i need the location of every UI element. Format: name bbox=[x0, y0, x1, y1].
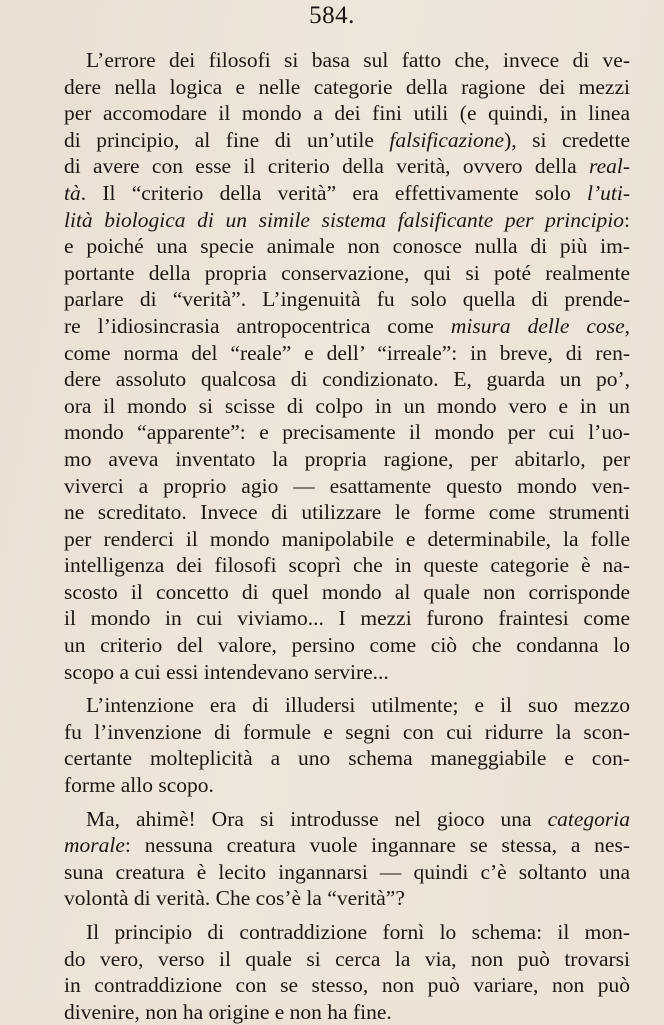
text-line bbox=[64, 233, 630, 260]
text-run: ora il mondo si scisse di colpo in un mondo vero e in un bbox=[64, 393, 630, 418]
text-run: un criterio del valore, persino come ciò che condanna lo bbox=[64, 633, 630, 658]
text-line bbox=[64, 340, 630, 367]
text-run: in contraddizione con se stesso, non può variare, non può bbox=[64, 973, 630, 998]
text-run: portante della propria conservazione, qui si poté realmente bbox=[64, 260, 630, 285]
italic-run: morale bbox=[64, 833, 125, 858]
text-line bbox=[64, 180, 630, 207]
text-line bbox=[64, 552, 630, 579]
text-run: mondo “apparente”: e precisamente il mondo per cui l’uo- bbox=[64, 420, 630, 445]
text-run: certante molteplicità a uno schema maneggiabile e con- bbox=[64, 746, 630, 771]
text-line bbox=[64, 806, 630, 833]
text-line bbox=[64, 919, 630, 946]
text-run: scosto il concetto di quel mondo al quale non corrisponde bbox=[64, 579, 630, 604]
text-run: ne screditato. Invece di utilizzare le forme come strumenti bbox=[64, 500, 630, 525]
text-line bbox=[64, 859, 630, 886]
text-run: viverci a proprio agio — esattamente questo mondo ven- bbox=[64, 473, 630, 498]
text-run: Ma, ahimè! Ora si introdusse nel gioco una bbox=[86, 806, 548, 831]
italic-run: real- bbox=[589, 154, 630, 179]
text-line bbox=[64, 260, 630, 287]
text-run: intelligenza dei filosofi scoprì che in queste categorie è na- bbox=[64, 553, 630, 578]
text-line bbox=[64, 999, 630, 1025]
text-run: : bbox=[624, 207, 630, 232]
text-run: Il principio di contraddizione fornì lo schema: il mon- bbox=[86, 920, 630, 944]
text-run: scopo a cui essi intendevano servire... bbox=[64, 659, 389, 684]
text-run: dere nella logica e nelle categorie della ragione dei mezzi bbox=[64, 74, 630, 99]
paragraph-gap bbox=[64, 799, 630, 806]
text-line bbox=[64, 313, 630, 340]
italic-run: misura delle cose bbox=[450, 313, 625, 338]
text-line bbox=[64, 127, 630, 154]
text-run: , bbox=[624, 313, 630, 338]
text-line bbox=[64, 972, 630, 999]
text-run: forme allo scopo. bbox=[64, 773, 214, 798]
text-line bbox=[64, 946, 630, 973]
text-run: divenire, non ha origine e non ha fine. bbox=[64, 999, 392, 1024]
text-run: per accomodare il mondo a dei fini utili (e quindi, in linea bbox=[64, 101, 630, 126]
text-run: di principio, al fine di un’utile bbox=[64, 127, 390, 152]
paragraph bbox=[64, 806, 630, 912]
paragraph bbox=[64, 47, 630, 685]
paragraph-gap bbox=[64, 685, 630, 692]
text-run: suna creatura è lecito ingannarsi — quindi c’è soltanto una bbox=[64, 859, 630, 884]
text-line bbox=[64, 692, 630, 719]
text-line bbox=[64, 446, 630, 473]
text-run: il mondo in cui viviamo... I mezzi furono fraintesi come bbox=[64, 606, 630, 631]
text-line bbox=[64, 207, 630, 234]
text-line bbox=[64, 419, 630, 446]
text-line bbox=[64, 286, 630, 313]
body-text bbox=[64, 47, 630, 1025]
text-run: L’errore dei filosofi si basa sul fatto che, invece di ve- bbox=[86, 48, 630, 72]
text-line bbox=[64, 832, 630, 859]
text-run: fu l’invenzione di formule e segni con cui ridurre la scon- bbox=[64, 719, 630, 744]
text-line bbox=[64, 74, 630, 101]
paragraph bbox=[64, 919, 630, 1025]
text-run: dere assoluto qualcosa di condizionato. E, guarda un po’, bbox=[64, 367, 630, 392]
italic-run: categoria bbox=[547, 806, 630, 831]
text-line bbox=[64, 885, 630, 912]
text-run: ), si credette bbox=[504, 127, 631, 152]
text-run: per renderci il mondo manipolabile e determinabile, la folle bbox=[64, 526, 630, 551]
text-run: . Il “criterio della verità” era effettivamente solo bbox=[80, 180, 587, 205]
text-run: e poiché una specie animale non conosce nulla di più im- bbox=[64, 234, 630, 259]
text-line bbox=[64, 153, 630, 180]
paragraph bbox=[64, 692, 630, 798]
italic-run: falsificazione bbox=[389, 127, 505, 152]
text-run: L’intenzione era di illudersi utilmente; e il suo mezzo bbox=[86, 693, 630, 718]
text-line bbox=[64, 526, 630, 553]
text-line bbox=[64, 473, 630, 500]
page-number: 584. bbox=[309, 2, 355, 29]
text-run: do vero, verso il quale si cerca la via, non può trovarsi bbox=[64, 946, 630, 971]
text-run: come norma del “reale” e dell’ “irreale”: in breve, di ren- bbox=[64, 340, 630, 365]
text-line bbox=[64, 100, 630, 127]
text-line bbox=[64, 605, 630, 632]
text-line bbox=[64, 366, 630, 393]
paragraph-gap bbox=[64, 912, 630, 919]
text-line bbox=[64, 632, 630, 659]
text-line bbox=[64, 499, 630, 526]
text-line bbox=[64, 47, 630, 74]
italic-run: lità biologica di un simile sistema falsificante per principio bbox=[64, 207, 625, 232]
text-run: parlare di “verità”. L’ingenuità fu solo quella di prende- bbox=[64, 287, 630, 312]
text-line bbox=[64, 719, 630, 746]
text-line bbox=[64, 745, 630, 772]
text-run: mo aveva inventato la propria ragione, per abitarlo, per bbox=[64, 446, 630, 471]
italic-run: tà bbox=[64, 180, 81, 205]
text-line bbox=[64, 772, 630, 799]
text-run: re l’idiosincrasia antropocentrica come bbox=[64, 313, 451, 338]
text-line bbox=[64, 579, 630, 606]
text-line bbox=[64, 659, 630, 686]
text-line bbox=[64, 393, 630, 420]
text-run: : nessuna creatura vuole ingannare se stessa, a nes- bbox=[124, 833, 630, 858]
text-run: volontà di verità. Che cos’è la “verità”? bbox=[64, 886, 405, 911]
italic-run: l’uti- bbox=[587, 180, 630, 205]
text-run: di avere con esse il criterio della verità, ovvero della bbox=[64, 154, 589, 179]
